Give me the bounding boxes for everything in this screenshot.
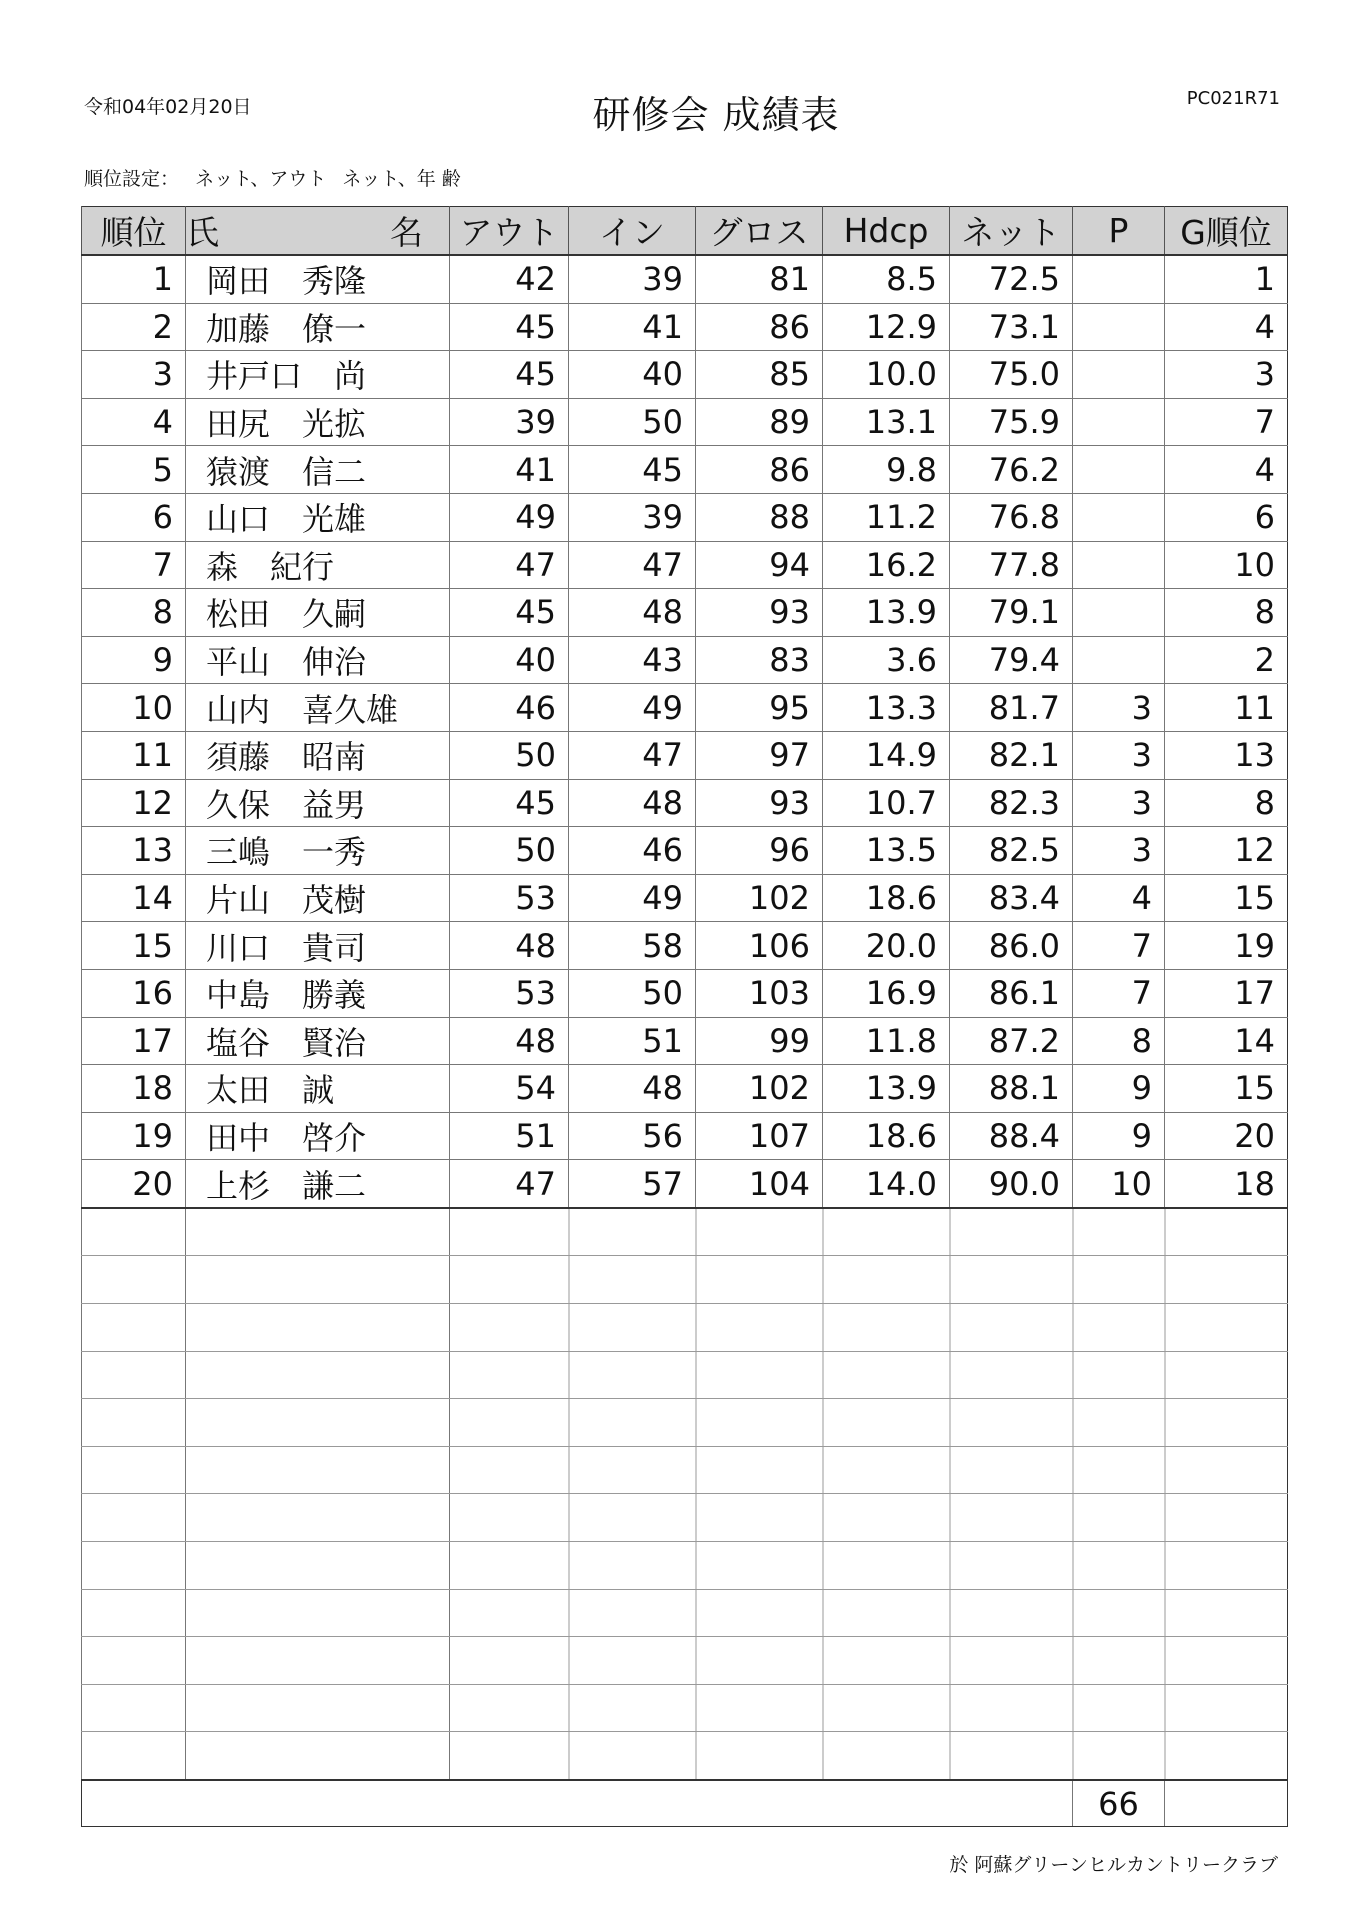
- cell-p: [1073, 589, 1165, 637]
- cell-out: 45: [450, 303, 569, 351]
- cell-out: 53: [450, 969, 569, 1017]
- cell-rank: 13: [82, 827, 186, 875]
- cell-in: 48: [569, 779, 696, 827]
- empty-row: [82, 1589, 1288, 1637]
- table-row: [82, 636, 1288, 684]
- cell-gross: 88: [696, 493, 823, 541]
- cell-out: 47: [450, 541, 569, 589]
- table-row: [82, 922, 1288, 970]
- cell-name: 猿渡 信二: [186, 446, 450, 494]
- table-row: [82, 541, 1288, 589]
- cell-gross: 93: [696, 779, 823, 827]
- table-header-row: [82, 207, 1288, 256]
- cell-out: 53: [450, 874, 569, 922]
- cell-p: [1073, 351, 1165, 399]
- cell-name: 太田 誠: [186, 1065, 450, 1113]
- empty-row: [82, 1399, 1288, 1447]
- cell-name: 片山 茂樹: [186, 874, 450, 922]
- empty-cell: [82, 1304, 186, 1352]
- empty-cell: [82, 1542, 186, 1590]
- empty-row: [82, 1304, 1288, 1352]
- report-date: 令和04年02月20日: [84, 96, 252, 118]
- cell-net: 88.4: [950, 1112, 1073, 1160]
- cell-rank: 6: [82, 493, 186, 541]
- cell-name: 森 紀行: [186, 541, 450, 589]
- cell-net: 72.5: [950, 255, 1073, 303]
- cell-in: 49: [569, 684, 696, 732]
- cell-out: 54: [450, 1065, 569, 1113]
- cell-name: 田尻 光拡: [186, 398, 450, 446]
- cell-p: [1073, 398, 1165, 446]
- empty-row: [82, 1494, 1288, 1542]
- cell-name: 山口 光雄: [186, 493, 450, 541]
- cell-hdcp: 9.8: [823, 446, 950, 494]
- cell-rank: 7: [82, 541, 186, 589]
- cell-hdcp: 10.0: [823, 351, 950, 399]
- cell-g-rank: 3: [1165, 351, 1288, 399]
- table-row: [82, 1160, 1288, 1208]
- report-code: PC021R71: [1186, 88, 1280, 109]
- cell-name: 川口 貴司: [186, 922, 450, 970]
- col-header-out: アウト: [450, 207, 569, 256]
- cell-in: 41: [569, 303, 696, 351]
- cell-p: [1073, 255, 1165, 303]
- cell-name: 加藤 僚一: [186, 303, 450, 351]
- totals-spacer: [82, 1780, 1073, 1827]
- cell-net: 79.4: [950, 636, 1073, 684]
- cell-hdcp: 20.0: [823, 922, 950, 970]
- cell-p: 3: [1073, 684, 1165, 732]
- cell-out: 46: [450, 684, 569, 732]
- empty-cell: [186, 1637, 450, 1685]
- total-g-rank-empty: [1165, 1780, 1288, 1827]
- col-header-name-given: 名: [390, 213, 423, 252]
- table-row: [82, 398, 1288, 446]
- cell-net: 90.0: [950, 1160, 1073, 1208]
- table-row: [82, 969, 1288, 1017]
- cell-name: 田中 啓介: [186, 1112, 450, 1160]
- cell-rank: 10: [82, 684, 186, 732]
- cell-g-rank: 12: [1165, 827, 1288, 875]
- empty-cell: [82, 1589, 186, 1637]
- empty-cell: [450, 1494, 1288, 1542]
- cell-net: 86.0: [950, 922, 1073, 970]
- cell-g-rank: 2: [1165, 636, 1288, 684]
- empty-cell: [82, 1446, 186, 1494]
- empty-cell: [450, 1446, 1288, 1494]
- table-row: [82, 1112, 1288, 1160]
- cell-hdcp: 10.7: [823, 779, 950, 827]
- cell-hdcp: 18.6: [823, 874, 950, 922]
- cell-hdcp: 8.5: [823, 255, 950, 303]
- cell-hdcp: 11.2: [823, 493, 950, 541]
- empty-cell: [450, 1399, 1288, 1447]
- cell-gross: 95: [696, 684, 823, 732]
- cell-in: 43: [569, 636, 696, 684]
- col-header-rank: 順位: [82, 207, 186, 256]
- cell-g-rank: 6: [1165, 493, 1288, 541]
- cell-name: 塩谷 賢治: [186, 1017, 450, 1065]
- cell-name: 上杉 謙二: [186, 1160, 450, 1208]
- cell-net: 76.8: [950, 493, 1073, 541]
- cell-in: 50: [569, 969, 696, 1017]
- empty-cell: [82, 1732, 186, 1780]
- empty-cell: [186, 1732, 450, 1780]
- cell-net: 83.4: [950, 874, 1073, 922]
- empty-cell: [450, 1351, 1288, 1399]
- table-row: [82, 779, 1288, 827]
- empty-cell: [82, 1208, 186, 1256]
- empty-row: [82, 1732, 1288, 1780]
- table-row: [82, 303, 1288, 351]
- cell-g-rank: 8: [1165, 779, 1288, 827]
- page-title: 研修会 成績表: [592, 93, 840, 137]
- cell-out: 45: [450, 589, 569, 637]
- empty-cell: [82, 1494, 186, 1542]
- cell-out: 45: [450, 351, 569, 399]
- cell-net: 82.5: [950, 827, 1073, 875]
- empty-cell: [186, 1542, 450, 1590]
- cell-gross: 99: [696, 1017, 823, 1065]
- cell-out: 48: [450, 922, 569, 970]
- cell-g-rank: 20: [1165, 1112, 1288, 1160]
- cell-net: 76.2: [950, 446, 1073, 494]
- col-header-gross: グロス: [696, 207, 823, 256]
- cell-in: 48: [569, 589, 696, 637]
- table-row: [82, 874, 1288, 922]
- cell-net: 81.7: [950, 684, 1073, 732]
- cell-p: 4: [1073, 874, 1165, 922]
- cell-p: 7: [1073, 922, 1165, 970]
- cell-rank: 3: [82, 351, 186, 399]
- cell-net: 77.8: [950, 541, 1073, 589]
- cell-net: 75.0: [950, 351, 1073, 399]
- cell-rank: 9: [82, 636, 186, 684]
- cell-hdcp: 11.8: [823, 1017, 950, 1065]
- cell-net: 88.1: [950, 1065, 1073, 1113]
- cell-rank: 20: [82, 1160, 186, 1208]
- cell-hdcp: 14.0: [823, 1160, 950, 1208]
- cell-gross: 89: [696, 398, 823, 446]
- empty-row: [82, 1351, 1288, 1399]
- cell-in: 50: [569, 398, 696, 446]
- cell-g-rank: 4: [1165, 446, 1288, 494]
- empty-cell: [186, 1351, 450, 1399]
- col-header-name-family: 氏: [186, 213, 219, 252]
- empty-cell: [186, 1684, 450, 1732]
- cell-name: 久保 益男: [186, 779, 450, 827]
- col-header-p: P: [1073, 207, 1165, 256]
- cell-hdcp: 13.3: [823, 684, 950, 732]
- cell-out: 45: [450, 779, 569, 827]
- cell-gross: 107: [696, 1112, 823, 1160]
- empty-cell: [186, 1589, 450, 1637]
- cell-in: 48: [569, 1065, 696, 1113]
- rank-setting-label: 順位設定：: [84, 168, 180, 190]
- cell-p: [1073, 446, 1165, 494]
- col-header-in: イン: [569, 207, 696, 256]
- totals-row: [82, 1780, 1288, 1827]
- empty-cell: [186, 1494, 450, 1542]
- cell-g-rank: 13: [1165, 731, 1288, 779]
- cell-p: [1073, 493, 1165, 541]
- cell-in: 57: [569, 1160, 696, 1208]
- table-row: [82, 493, 1288, 541]
- cell-rank: 1: [82, 255, 186, 303]
- cell-out: 50: [450, 827, 569, 875]
- cell-rank: 14: [82, 874, 186, 922]
- cell-gross: 83: [696, 636, 823, 684]
- cell-out: 48: [450, 1017, 569, 1065]
- empty-cell: [450, 1684, 1288, 1732]
- empty-cell: [450, 1732, 1288, 1780]
- cell-in: 47: [569, 541, 696, 589]
- cell-out: 42: [450, 255, 569, 303]
- cell-net: 86.1: [950, 969, 1073, 1017]
- cell-p: 8: [1073, 1017, 1165, 1065]
- cell-name: 須藤 昭南: [186, 731, 450, 779]
- cell-g-rank: 4: [1165, 303, 1288, 351]
- table-row: [82, 1065, 1288, 1113]
- empty-cell: [186, 1256, 450, 1304]
- table-row: [82, 1017, 1288, 1065]
- cell-name: 三嶋 一秀: [186, 827, 450, 875]
- empty-cell: [186, 1304, 450, 1352]
- cell-hdcp: 18.6: [823, 1112, 950, 1160]
- cell-net: 82.3: [950, 779, 1073, 827]
- cell-gross: 85: [696, 351, 823, 399]
- col-header-name: [186, 207, 450, 256]
- cell-net: 82.1: [950, 731, 1073, 779]
- cell-name: 岡田 秀隆: [186, 255, 450, 303]
- cell-g-rank: 1: [1165, 255, 1288, 303]
- empty-cell: [82, 1399, 186, 1447]
- rank-setting-item: ネット、年 齢: [342, 168, 461, 190]
- cell-net: 75.9: [950, 398, 1073, 446]
- cell-p: [1073, 303, 1165, 351]
- empty-cell: [186, 1446, 450, 1494]
- cell-name: 松田 久嗣: [186, 589, 450, 637]
- cell-g-rank: 15: [1165, 874, 1288, 922]
- cell-rank: 11: [82, 731, 186, 779]
- empty-cell: [82, 1684, 186, 1732]
- score-table-body: [82, 255, 1288, 1827]
- cell-p: 3: [1073, 731, 1165, 779]
- cell-out: 39: [450, 398, 569, 446]
- cell-in: 39: [569, 493, 696, 541]
- cell-hdcp: 16.2: [823, 541, 950, 589]
- cell-gross: 106: [696, 922, 823, 970]
- rank-setting-item: ネット、アウト: [195, 168, 327, 190]
- empty-cell: [82, 1256, 186, 1304]
- empty-cell: [450, 1542, 1288, 1590]
- empty-row: [82, 1256, 1288, 1304]
- cell-p: [1073, 541, 1165, 589]
- cell-name: 中島 勝義: [186, 969, 450, 1017]
- cell-rank: 4: [82, 398, 186, 446]
- cell-in: 46: [569, 827, 696, 875]
- cell-hdcp: 3.6: [823, 636, 950, 684]
- cell-p: 7: [1073, 969, 1165, 1017]
- empty-cell: [450, 1637, 1288, 1685]
- empty-row: [82, 1208, 1288, 1256]
- cell-rank: 12: [82, 779, 186, 827]
- rank-setting: [84, 164, 471, 191]
- cell-in: 58: [569, 922, 696, 970]
- cell-in: 40: [569, 351, 696, 399]
- cell-gross: 93: [696, 589, 823, 637]
- cell-rank: 19: [82, 1112, 186, 1160]
- cell-g-rank: 8: [1165, 589, 1288, 637]
- empty-row: [82, 1446, 1288, 1494]
- empty-cell: [450, 1208, 1288, 1256]
- empty-cell: [186, 1399, 450, 1447]
- cell-hdcp: 13.5: [823, 827, 950, 875]
- cell-gross: 103: [696, 969, 823, 1017]
- empty-cell: [450, 1304, 1288, 1352]
- cell-out: 51: [450, 1112, 569, 1160]
- total-p: 66: [1073, 1780, 1165, 1827]
- cell-g-rank: 10: [1165, 541, 1288, 589]
- cell-rank: 8: [82, 589, 186, 637]
- col-header-hdcp: Hdcp: [823, 207, 950, 256]
- cell-rank: 17: [82, 1017, 186, 1065]
- col-header-net: ネット: [950, 207, 1073, 256]
- table-row: [82, 589, 1288, 637]
- table-row: [82, 827, 1288, 875]
- col-header-g-rank: G順位: [1165, 207, 1288, 256]
- cell-p: 3: [1073, 779, 1165, 827]
- cell-gross: 102: [696, 1065, 823, 1113]
- cell-rank: 15: [82, 922, 186, 970]
- empty-row: [82, 1542, 1288, 1590]
- empty-row: [82, 1684, 1288, 1732]
- empty-cell: [450, 1589, 1288, 1637]
- table-row: [82, 446, 1288, 494]
- cell-rank: 16: [82, 969, 186, 1017]
- cell-in: 47: [569, 731, 696, 779]
- cell-p: 9: [1073, 1112, 1165, 1160]
- cell-out: 49: [450, 493, 569, 541]
- cell-net: 87.2: [950, 1017, 1073, 1065]
- cell-out: 41: [450, 446, 569, 494]
- empty-row: [82, 1637, 1288, 1685]
- cell-rank: 5: [82, 446, 186, 494]
- cell-p: 10: [1073, 1160, 1165, 1208]
- cell-name: 井戸口 尚: [186, 351, 450, 399]
- cell-out: 50: [450, 731, 569, 779]
- table-row: [82, 684, 1288, 732]
- cell-p: 9: [1073, 1065, 1165, 1113]
- cell-in: 56: [569, 1112, 696, 1160]
- cell-gross: 97: [696, 731, 823, 779]
- cell-gross: 94: [696, 541, 823, 589]
- cell-g-rank: 18: [1165, 1160, 1288, 1208]
- table-row: [82, 731, 1288, 779]
- cell-g-rank: 19: [1165, 922, 1288, 970]
- cell-g-rank: 11: [1165, 684, 1288, 732]
- cell-gross: 86: [696, 303, 823, 351]
- empty-cell: [186, 1208, 450, 1256]
- cell-in: 39: [569, 255, 696, 303]
- cell-p: 3: [1073, 827, 1165, 875]
- empty-cell: [450, 1256, 1288, 1304]
- cell-rank: 18: [82, 1065, 186, 1113]
- cell-in: 49: [569, 874, 696, 922]
- cell-g-rank: 7: [1165, 398, 1288, 446]
- cell-p: [1073, 636, 1165, 684]
- cell-name: 平山 伸治: [186, 636, 450, 684]
- cell-hdcp: 13.9: [823, 1065, 950, 1113]
- cell-gross: 96: [696, 827, 823, 875]
- cell-out: 47: [450, 1160, 569, 1208]
- cell-gross: 102: [696, 874, 823, 922]
- cell-hdcp: 14.9: [823, 731, 950, 779]
- table-row: [82, 255, 1288, 303]
- cell-g-rank: 15: [1165, 1065, 1288, 1113]
- cell-name: 山内 喜久雄: [186, 684, 450, 732]
- cell-hdcp: 16.9: [823, 969, 950, 1017]
- cell-hdcp: 12.9: [823, 303, 950, 351]
- cell-gross: 81: [696, 255, 823, 303]
- empty-cell: [82, 1351, 186, 1399]
- cell-g-rank: 17: [1165, 969, 1288, 1017]
- table-row: [82, 351, 1288, 399]
- cell-hdcp: 13.9: [823, 589, 950, 637]
- cell-gross: 104: [696, 1160, 823, 1208]
- cell-net: 73.1: [950, 303, 1073, 351]
- cell-out: 40: [450, 636, 569, 684]
- cell-hdcp: 13.1: [823, 398, 950, 446]
- venue-footer: 於 阿蘇グリーンヒルカントリークラブ: [949, 1854, 1278, 1876]
- cell-in: 51: [569, 1017, 696, 1065]
- cell-net: 79.1: [950, 589, 1073, 637]
- cell-g-rank: 14: [1165, 1017, 1288, 1065]
- empty-cell: [82, 1637, 186, 1685]
- cell-rank: 2: [82, 303, 186, 351]
- score-table: [81, 206, 1288, 1827]
- cell-in: 45: [569, 446, 696, 494]
- cell-gross: 86: [696, 446, 823, 494]
